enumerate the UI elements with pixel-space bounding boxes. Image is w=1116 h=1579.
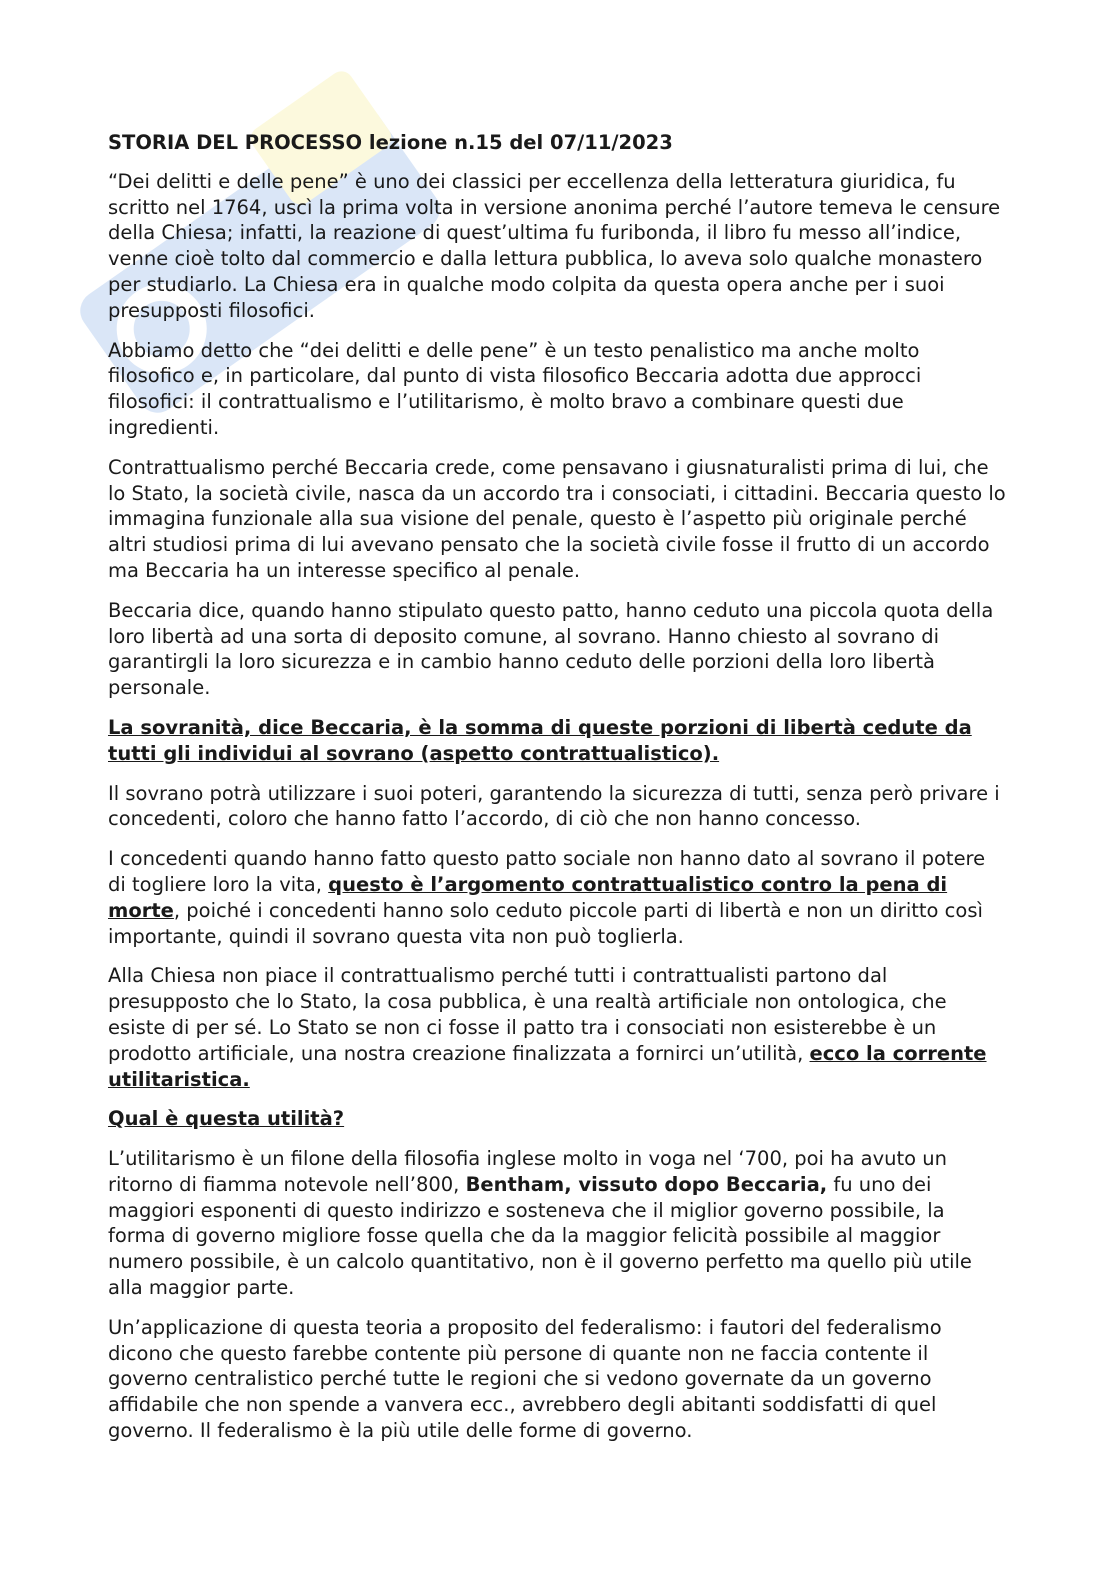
paragraph-10 [108,1146,1008,1301]
paragraph-4: Beccaria dice, quando hanno stipulato questo patto, hanno ceduto una piccola quota della loro libertà ad una sorta di deposito comune, al sovrano. Hanno chiesto al sovrano di garantirgli la loro sicurezza e in cambio hanno ceduto delle porzioni della loro libertà personale. [108,598,994,700]
paragraph-8 [108,963,1008,1092]
paragraph-10-text-a: L’utilitarismo è un filone della filosofia inglese molto in voga nel ‘700, poi ha avuto un ritorno di fiamma notevole nell’800, [108,1147,948,1196]
paragraph-10-text-c: fu uno dei maggiori esponenti di questo indirizzo e sosteneva che il miglior governo possibile, la forma di governo migliore fosse quella che da la maggior felicità possibile al maggior numero possibile, è un calcolo quantitativo, non è il governo perfetto ma quello più utile alla maggior parte. [108,1172,972,1300]
paragraph-1: “Dei delitti e delle pene” è uno dei classici per eccellenza della letteratura giuridica, fu scritto nel 1764, uscì la prima volta in versione anonima perché l’autore temeva le censure della Chiesa; infatti, la reazione di quest’ultima fu furibonda, il libro fu messo all’indice, venne cioè tolto dal commercio e dalla lettura pubblica, lo aveva solo qualche monastero per studiarlo. La Chiesa era in qualche modo colpita da questa opera anche per i suoi presupposti filosofici. [108,169,1001,322]
paragraph-10-bold: Bentham, vissuto dopo Beccaria, [465,1172,828,1196]
document-page [108,130,1008,1458]
paragraph-7-text-a: I concedenti quando hanno fatto questo patto sociale non hanno dato al sovrano il potere di togliere loro la vita, [108,847,986,896]
section-question: Qual è questa utilità? [108,1107,345,1131]
paragraph-8-emphasis: ecco la corrente utilitaristica. [108,1041,987,1091]
paragraph-6: Il sovrano potrà utilizzare i suoi poteri, garantendo la sicurezza di tutti, senza però privare i concedenti, coloro che hanno fatto l’accordo, di ciò che non hanno concesso. [108,781,1000,831]
paragraph-3: Contrattualismo perché Beccaria crede, come pensavano i giusnaturalisti prima di lui, che lo Stato, la società civile, nasca da un accordo tra i consociati, i cittadini. Beccaria questo lo immagina funzionale alla sua visione del penale, questo è l’aspetto più originale perché altri studiosi prima di lui avevano pensato che la società civile fosse il frutto di un accordo ma Beccaria ha un interesse specifico al penale. [108,455,1006,582]
paragraph-7 [108,846,1008,949]
paragraph-5-sovereignty: La sovranità, dice Beccaria, è la somma di queste porzioni di libertà cedute da tutti gli individui al sovrano (aspetto contrattualistico). [108,715,972,765]
page-title: STORIA DEL PROCESSO lezione n.15 del 07/11/2023 [108,131,673,154]
paragraph-11: Un’applicazione di questa teoria a proposito del federalismo: i fautori del federalismo dicono che questo farebbe contente più persone di quante non ne faccia contente il governo centralistico perché tutte le regioni che si vedono governate da un governo affidabile che non spende a vanvera ecc., avrebbero degli abitanti soddisfatti di quel governo. Il federalismo è la più utile delle forme di governo. [108,1315,942,1443]
paragraph-2: Abbiamo detto che “dei delitti e delle pene” è un testo penalistico ma anche molto filosofico e, in particolare, dal punto di vista filosofico Beccaria adotta due approcci filosofici: il contrattualismo e l’utilitarismo, è molto bravo a combinare questi due ingredienti. [108,338,922,439]
paragraph-7-emphasis: questo è l’argomento contrattualistico contro la pena di morte [108,872,948,922]
paragraph-8-text-a: Alla Chiesa non piace il contrattualismo perché tutti i contrattualisti partono dal presupposto che lo Stato, la cosa pubblica, è una realtà artificiale non ontologica, che esiste di per sé. Lo Stato se non ci fosse il patto tra i consociati non esisterebbe è un prodotto artificiale, una nostra creazione finalizzata a fornirci un’utilità, [108,964,947,1065]
paragraph-7-text-c: , poiché i concedenti hanno solo ceduto piccole parti di libertà e non un diritto così importante, quindi il sovrano questa vita non può toglierla. [108,898,983,948]
